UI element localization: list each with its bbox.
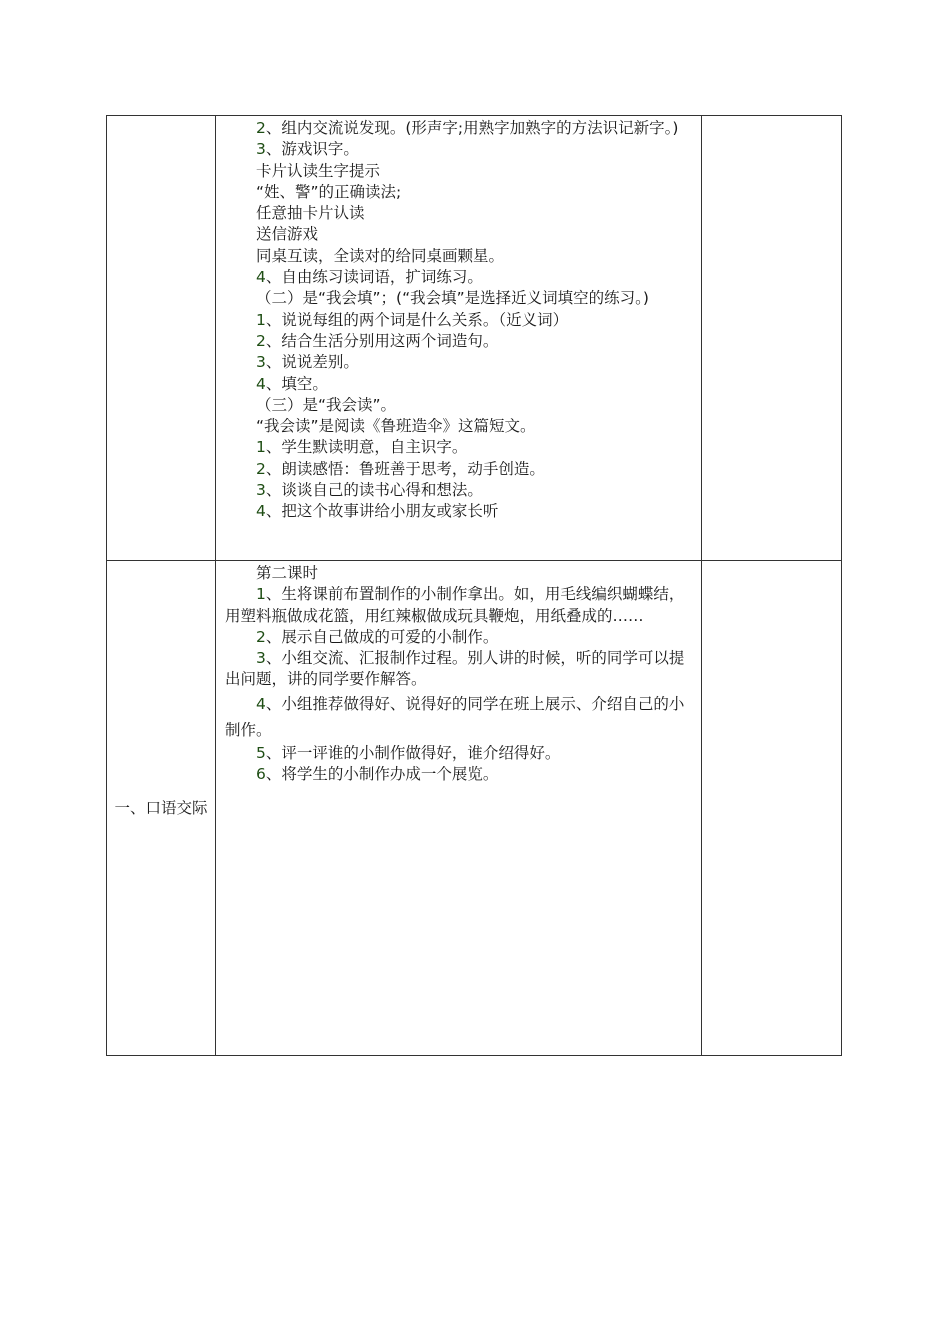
line-text: 第二课时 <box>256 564 319 582</box>
item-number: 4 <box>256 502 266 521</box>
content-line <box>225 459 693 480</box>
content-line <box>225 627 693 648</box>
line-text: 、组内交流说发现。(形声字;用熟字加熟字的方法识记新字。) <box>265 119 679 137</box>
content-line <box>225 352 693 373</box>
item-number: 3 <box>256 481 266 500</box>
content-line <box>225 182 693 203</box>
line-text: 、展示自己做成的可爱的小制作。 <box>265 627 499 646</box>
content-cell <box>216 561 702 1056</box>
line-text: 、评一评谁的小制作做得好，谁介绍得好。 <box>265 743 561 762</box>
row-label-cell <box>107 116 216 561</box>
content-text <box>216 116 701 523</box>
lesson-plan-table <box>106 115 842 1056</box>
item-number: 1 <box>256 438 266 457</box>
content-line <box>225 310 693 331</box>
line-text: “姓、警”的正确读法; <box>256 182 402 201</box>
content-line <box>225 246 693 267</box>
item-number: 3 <box>256 140 266 159</box>
content-line <box>225 203 693 224</box>
item-number: 1 <box>256 585 266 604</box>
row-label-cell <box>107 561 216 1056</box>
content-line <box>225 161 693 182</box>
line-text: 同桌互读，全读对的给同桌画颗星。 <box>256 246 505 265</box>
line-text: 、填空。 <box>265 374 328 393</box>
item-number: 2 <box>256 627 266 646</box>
line-text: 、游戏识字。 <box>265 140 359 159</box>
line-text: 、说说差别。 <box>265 353 359 372</box>
line-text: 、将学生的小制作办成一个展览。 <box>265 765 499 784</box>
line-text: 卡片认读生字提示 <box>256 161 381 180</box>
content-line <box>225 139 693 160</box>
line-text: 、说说每组的两个词是什么关系。（近义词） <box>265 310 569 329</box>
line-text: 、朗读感悟：鲁班善于思考，动手创造。 <box>265 459 545 478</box>
content-line <box>225 331 693 352</box>
item-number: 4 <box>256 694 266 713</box>
item-number: 3 <box>256 649 266 668</box>
content-line <box>225 563 693 584</box>
line-text: 、谈谈自己的读书心得和想法。 <box>265 481 483 500</box>
line-text: 、学生默读明意，自主识字。 <box>265 438 468 457</box>
item-number: 1 <box>256 310 266 329</box>
notes-cell <box>702 116 842 561</box>
line-text: “我会读”是阅读《鲁班造伞》这篇短文。 <box>256 417 536 436</box>
content-line <box>225 224 693 245</box>
line-text: 、自由练习读词语，扩词练习。 <box>265 268 483 287</box>
item-number: 6 <box>256 765 266 784</box>
item-number: 4 <box>256 374 266 393</box>
line-text: 、小组交流、汇报制作过程。别人讲的时候，听的同学可以提出问题，讲的同学要作解答。 <box>225 649 685 689</box>
content-line <box>225 584 693 627</box>
line-text: 、把这个故事讲给小朋友或家长听 <box>265 502 499 521</box>
content-line <box>225 288 693 309</box>
line-text: 、生将课前布置制作的小制作拿出。如，用毛线编织蝴蝶结，用塑料瓶做成花篮，用红辣椒做成玩具鞭炮，用纸叠成的…… <box>225 585 685 625</box>
line-text: （二）是“我会填”；(“我会填”是选择近义词填空的练习。) <box>256 289 649 308</box>
content-line <box>225 743 693 764</box>
content-cell <box>216 116 702 561</box>
table-row <box>107 561 842 1056</box>
row-label: 一、口语交际 <box>114 798 208 817</box>
content-line <box>225 501 693 522</box>
content-line <box>225 118 693 139</box>
line-text: 、结合生活分别用这两个词造句。 <box>265 331 499 350</box>
table-row <box>107 116 842 561</box>
content-line <box>225 395 693 416</box>
content-line <box>225 437 693 458</box>
content-line <box>225 691 693 743</box>
content-line <box>225 648 693 691</box>
content-line <box>225 480 693 501</box>
item-number: 5 <box>256 743 266 762</box>
item-number: 2 <box>256 331 266 350</box>
item-number: 2 <box>256 119 266 137</box>
content-line <box>225 267 693 288</box>
item-number: 4 <box>256 268 266 287</box>
line-text: 、小组推荐做得好、说得好的同学在班上展示、介绍自己的小制作。 <box>225 694 685 739</box>
line-text: （三）是“我会读”。 <box>256 395 397 414</box>
content-text <box>216 561 701 785</box>
content-line <box>225 416 693 437</box>
notes-cell <box>702 561 842 1056</box>
content-line <box>225 764 693 785</box>
line-text: 送信游戏 <box>256 225 319 244</box>
item-number: 2 <box>256 459 266 478</box>
line-text: 任意抽卡片认读 <box>256 204 365 223</box>
item-number: 3 <box>256 353 266 372</box>
content-line <box>225 374 693 395</box>
